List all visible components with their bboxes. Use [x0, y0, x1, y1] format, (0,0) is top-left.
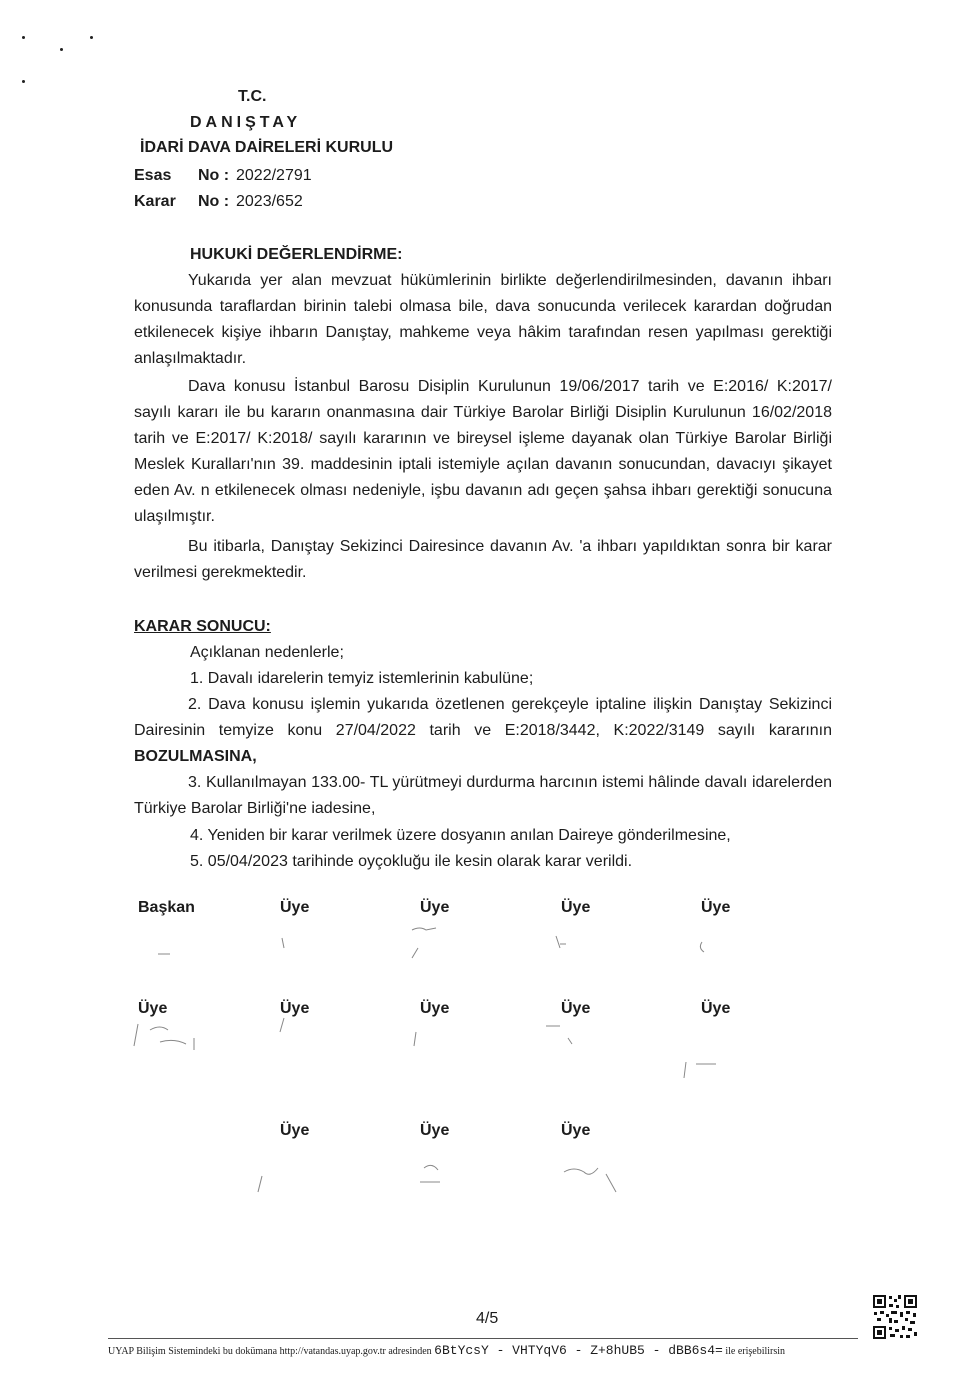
esas-value: 2022/2791	[236, 167, 312, 184]
signature-member-label: Üye	[280, 899, 310, 916]
page-number: 4/5	[476, 1310, 499, 1327]
signature-member-label: Üye	[420, 1000, 450, 1017]
evaluation-p3-text: Bu itibarla, Danıştay Sekizinci Dairesince davanın Av. 'a ihbarı yapıldıktan sonra bir karar verilmesi gerekmektedir.	[134, 538, 832, 581]
footer-text: UYAP Bilişim Sistemindeki bu dokümana http://vatandas.uyap.gov.tr adresinden	[108, 1346, 432, 1357]
signature-member-label: Üye	[561, 899, 591, 916]
result-item-2-bold: BOZULMASINA,	[134, 748, 257, 765]
result-intro: Açıklanan nedenlerle;	[190, 644, 344, 661]
evaluation-paragraph-2	[134, 374, 832, 530]
header-tc: T.C.	[238, 88, 267, 105]
result-item-3	[134, 770, 832, 822]
signature-member-label: Üye	[701, 899, 731, 916]
footer-suffix: ile erişebilirsin	[725, 1346, 786, 1357]
court-name: DANIŞTAY	[190, 114, 302, 131]
signature-member-label: Üye	[561, 1122, 591, 1139]
scan-speck	[22, 80, 25, 83]
esas-no-label: No :	[198, 167, 230, 184]
scan-speck	[22, 36, 25, 39]
scan-speck	[90, 36, 93, 39]
karar-no-label: No :	[198, 193, 230, 210]
signature-member-label: Üye	[701, 1000, 731, 1017]
qr-code-icon	[872, 1294, 918, 1340]
result-item-2	[134, 692, 832, 770]
footer-access-code: 6BtYcsY - VHTYqV6 - Z+8hUB5 - dBB6s4=	[434, 1343, 723, 1358]
result-heading: KARAR SONUCU:	[134, 618, 271, 635]
board-name: İDARİ DAVA DAİRELERİ KURULU	[140, 139, 394, 156]
result-item-2-text: 2. Dava konusu işlemin yukarıda özetlenen gerekçeyle iptaline ilişkin Danıştay Sekizinci Dairesinin temyize konu 27/04/2022 tarih ve E:2018/3442, K:2022/3149 sayılı kararının	[134, 696, 832, 739]
footer-line	[108, 1343, 785, 1358]
evaluation-paragraph-1	[134, 268, 832, 372]
karar-value: 2023/652	[236, 193, 303, 210]
signature-marks	[120, 920, 760, 1200]
signature-member-label: Üye	[280, 1000, 310, 1017]
result-item-5: 5. 05/04/2023 tarihinde oyçokluğu ile kesin olarak karar verildi.	[190, 853, 633, 870]
scan-speck	[60, 48, 63, 51]
signature-president-label: Başkan	[138, 899, 195, 916]
evaluation-paragraph-3	[134, 534, 832, 586]
signature-member-label: Üye	[280, 1122, 310, 1139]
footer-rule	[108, 1338, 858, 1339]
signature-member-label: Üye	[420, 1122, 450, 1139]
result-item-3-text: 3. Kullanılmayan 133.00- TL yürütmeyi durdurma harcının istemi hâlinde davalı idarelerden Türkiye Barolar Birliği'ne iadesine,	[134, 774, 832, 817]
result-item-4: 4. Yeniden bir karar verilmek üzere dosyanın anılan Daireye gönderilmesine,	[190, 827, 731, 844]
karar-label: Karar	[134, 193, 176, 210]
esas-label: Esas	[134, 167, 172, 184]
evaluation-p2-text: Dava konusu İstanbul Barosu Disiplin Kurulunun 19/06/2017 tarih ve E:2016/ K:2017/ sayılı kararı ile bu kararın onanmasına dair Türkiye Barolar Birliği Disiplin Kurulunun 16/02/2018 tarih ve E:2017/ K:2018/ sayılı kararının ve bireysel işleme dayanak olan Türkiye Barolar Birliği Meslek Kuralları'nın 39. maddesinin iptali istemiyle açılan davanın sonucundan, davacıyı şikayet eden Av. n etkilenecek olması nedeniyle, işbu davanın adı geçen şahsa ihbarı gerektiği sonucuna ulaşılmıştır.	[134, 378, 832, 525]
evaluation-p1-text: Yukarıda yer alan mevzuat hükümlerinin birlikte değerlendirilmesinden, davanın ihbarı konusunda taraflardan birinin talebi olmasa bile, dava sonucunda verilecek karardan doğrudan etkilenecek kişiye ihbarın Danıştay, mahkeme veya hâkim tarafından resen yapılması gerektiği anlaşılmaktadır.	[134, 272, 832, 367]
signature-member-label: Üye	[420, 899, 450, 916]
signature-member-label: Üye	[561, 1000, 591, 1017]
evaluation-heading: HUKUKİ DEĞERLENDİRME:	[190, 246, 403, 263]
result-item-1: 1. Davalı idarelerin temyiz istemlerinin kabulüne;	[190, 670, 534, 687]
signature-member-label: Üye	[138, 1000, 168, 1017]
